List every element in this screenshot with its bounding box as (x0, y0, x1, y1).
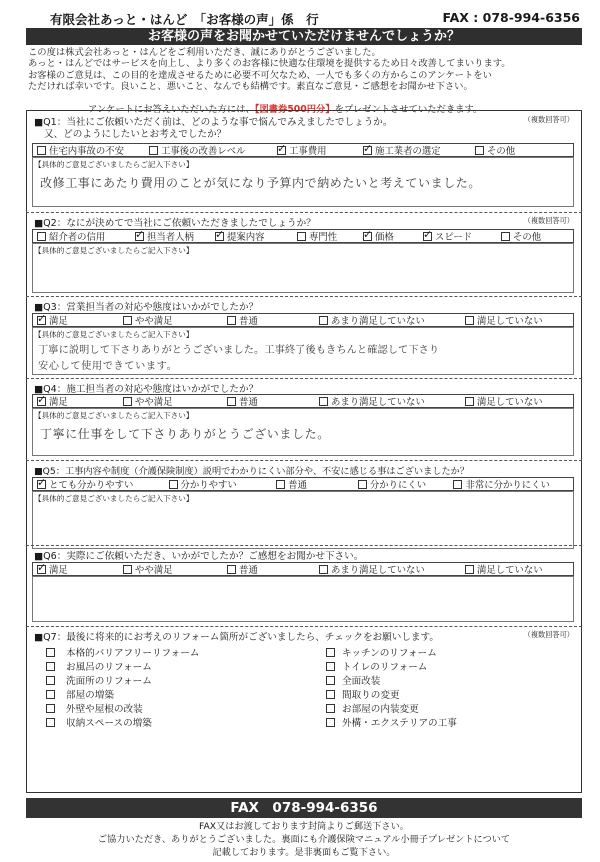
q3-handwriting-line-1: 丁寧に説明して下さりありがとうございました。工事終了後もきちんと確認して下さり (38, 345, 440, 356)
option-label: 外構・エクステリアの工事 (342, 718, 457, 729)
q6-option[interactable] (315, 563, 461, 575)
checkbox[interactable] (319, 316, 328, 325)
checkbox[interactable] (46, 676, 55, 685)
checkbox[interactable] (326, 690, 335, 699)
intro-line: ただければ幸いです。良いこと、悪いこと、なんでも結構です。素直なご意見・ご感想をお聞かせ下さい。 (28, 81, 473, 93)
intro-line: お客様のご意見は、この目的を達成させるために必要不可欠なため、一人でも多くの方からこのアンケートをい (28, 69, 492, 81)
gift-text: アンケートにお答えいただいた方には、 (88, 104, 255, 115)
checkbox[interactable] (169, 480, 178, 489)
q1-options (32, 143, 574, 157)
option-label: 工事費用 (289, 146, 327, 157)
option-label: スピード (435, 232, 473, 243)
q2-option[interactable] (211, 230, 293, 242)
checkbox-checked[interactable] (423, 232, 432, 241)
q5-option[interactable] (272, 478, 354, 490)
option-label: やや満足 (135, 565, 173, 576)
option-label: とても分かりやすい (49, 480, 134, 491)
question-7 (26, 626, 582, 792)
checkbox[interactable] (465, 316, 474, 325)
intro-text (28, 47, 584, 115)
question-2 (26, 212, 582, 296)
q1-comment-label: 【具体的ご意見ございましたらご記入下さい】 (34, 160, 194, 169)
option-label: やや満足 (135, 316, 173, 327)
question-6 (26, 545, 582, 623)
option-label: 専門性 (309, 232, 338, 243)
footer-mail-note: FAX又はお渡しております封筒よりご郵送下さい。 (199, 821, 409, 832)
q3-title: ■Q3：営業担当者の対応や態度はいかがでしたか？ (34, 302, 259, 313)
q4-comment-label: 【具体的ご意見ございましたらご記入下さい】 (34, 411, 194, 420)
option-label: キッチンのリフォーム (342, 648, 437, 659)
checkbox-checked[interactable] (215, 232, 224, 241)
option-label: 満足していない (477, 565, 543, 576)
banner-title: お客様の声をお聞かせていただけませんでしょうか？ (26, 28, 582, 45)
q7-option[interactable] (326, 687, 400, 701)
checkbox[interactable] (319, 565, 328, 574)
option-label: あまり満足していない (331, 316, 425, 327)
option-label: トイレのリフォーム (342, 662, 428, 673)
checkbox[interactable] (326, 704, 335, 713)
footer-fax-banner: FAX 078-994-6356 (26, 798, 582, 818)
option-label: 施工業者の選定 (375, 146, 441, 157)
option-label: 満足 (49, 565, 68, 576)
q2-option[interactable] (359, 230, 419, 242)
form-header (28, 8, 584, 28)
option-label: 間取りの変更 (342, 690, 400, 701)
q3-option[interactable] (461, 314, 573, 326)
q4-option[interactable] (461, 395, 573, 407)
q7-option[interactable] (326, 701, 419, 715)
q4-option[interactable] (223, 395, 315, 407)
option-label: 工事後の改善レベル (161, 146, 246, 157)
q2-title: ■Q2：なにが決めてで当社にご依頼いただきましたでしょうか？ (34, 218, 316, 229)
q3-option[interactable] (223, 314, 315, 326)
q4-options (32, 394, 574, 408)
option-label: 担当者人柄 (147, 232, 194, 243)
option-label: 紹介者の信用 (49, 232, 106, 243)
q2-option[interactable] (293, 230, 359, 242)
checkbox[interactable] (46, 690, 55, 699)
option-label: 収納スペースの増築 (66, 718, 152, 729)
checkbox[interactable] (46, 648, 55, 657)
q3-option[interactable] (315, 314, 461, 326)
q7-option[interactable] (326, 645, 437, 659)
checkbox-checked[interactable] (37, 316, 46, 325)
option-label: 満足していない (477, 316, 543, 327)
checkbox[interactable] (46, 662, 55, 671)
q6-option[interactable] (223, 563, 315, 575)
q2-option[interactable] (497, 230, 573, 242)
option-label: やや満足 (135, 397, 173, 408)
q7-multi-tag: （複数回答可） (523, 630, 574, 639)
q1-option[interactable] (33, 144, 145, 156)
q4-option[interactable] (33, 395, 119, 407)
option-label: 普通 (239, 397, 258, 408)
question-1 (26, 112, 582, 210)
q1-option[interactable] (273, 144, 359, 156)
checkbox[interactable] (37, 146, 46, 155)
q7-option[interactable] (46, 687, 114, 701)
checkbox[interactable] (276, 480, 285, 489)
checkbox[interactable] (227, 397, 236, 406)
footer-thanks: ご協力いただき、ありがとうございました。裏面にも介護保険マニュアル小冊子プレゼントについて (97, 834, 511, 845)
gift-highlight: 【図書券500円分】 (254, 104, 335, 115)
option-label: お部屋の内装変更 (342, 704, 419, 715)
intro-line: この度は株式会社あっと・はんどをご利用いただき、誠にありがとうございました。 (28, 47, 381, 58)
checkbox[interactable] (326, 662, 335, 671)
question-4 (26, 378, 582, 458)
option-label: 分かりにくい (369, 480, 427, 491)
option-label: 部屋の増築 (66, 690, 114, 701)
checkbox[interactable] (227, 316, 236, 325)
q5-option[interactable] (33, 478, 165, 490)
option-label: 本格的バリアフリーリフォーム (66, 648, 200, 659)
checkbox[interactable] (326, 718, 335, 727)
checkbox[interactable] (123, 565, 132, 574)
checkbox[interactable] (453, 480, 462, 489)
q5-option[interactable] (354, 478, 450, 490)
header-fax: FAX : 078-994-6356 (442, 10, 580, 25)
q1-title-2: 又、どのようにしたいとお考えでしたか？ (44, 129, 227, 140)
option-label: 住宅内事故の不安 (49, 146, 125, 157)
q7-option[interactable] (46, 645, 199, 659)
option-label: 外壁や屋根の改装 (66, 704, 143, 715)
q6-options (32, 562, 574, 576)
option-label: 満足 (49, 397, 68, 408)
option-label: 全面改装 (342, 676, 381, 687)
checkbox-checked[interactable] (37, 565, 46, 574)
q5-option[interactable] (165, 478, 273, 490)
q3-option[interactable] (33, 314, 119, 326)
checkbox[interactable] (297, 232, 306, 241)
intro-line: あっと・はんどではサービスを向上し、より多くのお客様に快適な住環境を提供するため日々改善してまいります。 (28, 58, 511, 70)
checkbox[interactable] (123, 397, 132, 406)
q5-option[interactable] (449, 478, 573, 490)
q1-title: ■Q1：当社にご依頼いただく前は、どのような事で悩んでみえましたでしょうか。 (34, 117, 393, 128)
q7-option[interactable] (46, 715, 152, 729)
option-label: その他 (487, 146, 516, 157)
footer-back-note: 記載しております。是非裏面もご覧下さい。 (212, 847, 396, 858)
q7-option[interactable] (46, 673, 152, 687)
option-label: 普通 (288, 480, 307, 491)
q6-title: ■Q6：実際にご依頼いただき、いかがでしたか？ご感想をお聞かせ下さい。 (34, 551, 364, 562)
q2-option[interactable] (33, 230, 131, 242)
q4-handwriting: 丁寧に仕事をして下さりありがとうございました。 (40, 427, 330, 441)
q6-option[interactable] (33, 563, 119, 575)
q4-option[interactable] (119, 395, 223, 407)
q3-comment-label: 【具体的ご意見ございましたらご記入下さい】 (34, 330, 194, 339)
checkbox[interactable] (46, 704, 55, 713)
q2-comment-label: 【具体的ご意見ございましたらご記入下さい】 (34, 246, 194, 255)
checkbox[interactable] (358, 480, 367, 489)
option-label: 分かりやすい (180, 480, 237, 491)
checkbox[interactable] (326, 676, 335, 685)
checkbox-checked[interactable] (135, 232, 144, 241)
q1-option[interactable] (145, 144, 273, 156)
checkbox-checked[interactable] (363, 232, 372, 241)
checkbox-checked[interactable] (363, 146, 372, 155)
q1-option[interactable] (471, 144, 551, 156)
option-label: 洗面所のリフォーム (66, 676, 152, 687)
checkbox[interactable] (149, 146, 158, 155)
option-label: お風呂のリフォーム (66, 662, 152, 673)
option-label: 普通 (239, 565, 258, 576)
q7-option[interactable] (46, 659, 152, 673)
q3-handwriting-line-2: 安心して使用できています。 (38, 361, 178, 372)
q7-title: ■Q7：最後に将来的にお考えのリフォーム箇所がございましたら、チェックをお願いします。 (34, 632, 439, 643)
checkbox[interactable] (319, 397, 328, 406)
checkbox-checked[interactable] (277, 146, 286, 155)
q5-comment-label: 【具体的ご意見ございましたらご記入下さい】 (34, 494, 194, 503)
q2-multi-tag: （複数回答可） (523, 216, 574, 225)
checkbox-checked[interactable] (37, 480, 46, 489)
q7-option[interactable] (326, 715, 457, 729)
question-5 (26, 460, 582, 550)
q5-options (32, 477, 574, 491)
option-label: 価格 (375, 232, 394, 243)
q2-options (32, 229, 574, 243)
q6-comment-box[interactable] (32, 576, 574, 622)
option-label: 非常に分かりにくい (465, 480, 550, 491)
q4-option[interactable] (315, 395, 461, 407)
option-label: その他 (513, 232, 542, 243)
option-label: 普通 (239, 316, 258, 327)
checkbox[interactable] (326, 648, 335, 657)
q7-option[interactable] (46, 701, 143, 715)
q6-option[interactable] (461, 563, 573, 575)
q6-option[interactable] (119, 563, 223, 575)
option-label: 提案内容 (227, 232, 265, 243)
option-label: あまり満足していない (331, 565, 425, 576)
q3-options (32, 313, 574, 327)
q7-option[interactable] (326, 673, 380, 687)
company-name: 有限会社あっと・はんど 「お客様の声」係 行 (50, 12, 319, 27)
checkbox[interactable] (465, 397, 474, 406)
q1-multi-tag: （複数回答可） (523, 115, 574, 124)
checkbox[interactable] (123, 316, 132, 325)
q1-handwriting: 改修工事にあたり費用のことが気になり予算内で納めたいと考えていました。 (40, 176, 482, 190)
checkbox-checked[interactable] (37, 397, 46, 406)
gift-text-end: をプレゼントさせていただきます。 (334, 104, 483, 115)
option-label: 満足 (49, 316, 68, 327)
checkbox[interactable] (46, 718, 55, 727)
checkbox[interactable] (501, 232, 510, 241)
checkbox[interactable] (227, 565, 236, 574)
q7-option[interactable] (326, 659, 427, 673)
q2-option[interactable] (131, 230, 211, 242)
checkbox[interactable] (37, 232, 46, 241)
option-label: あまり満足していない (331, 397, 425, 408)
q4-title: ■Q4：施工担当者の対応や態度はいかがでしたか？ (34, 384, 259, 395)
checkbox[interactable] (475, 146, 484, 155)
q3-option[interactable] (119, 314, 223, 326)
option-label: 満足していない (477, 397, 543, 408)
question-3 (26, 296, 582, 378)
checkbox[interactable] (465, 565, 474, 574)
q2-option[interactable] (419, 230, 497, 242)
q1-option[interactable] (359, 144, 471, 156)
q5-title: ■Q5：工事内容や制度（介護保険制度）説明でわかりにくい部分や、不安に感じる事はございましたか？ (34, 466, 470, 477)
